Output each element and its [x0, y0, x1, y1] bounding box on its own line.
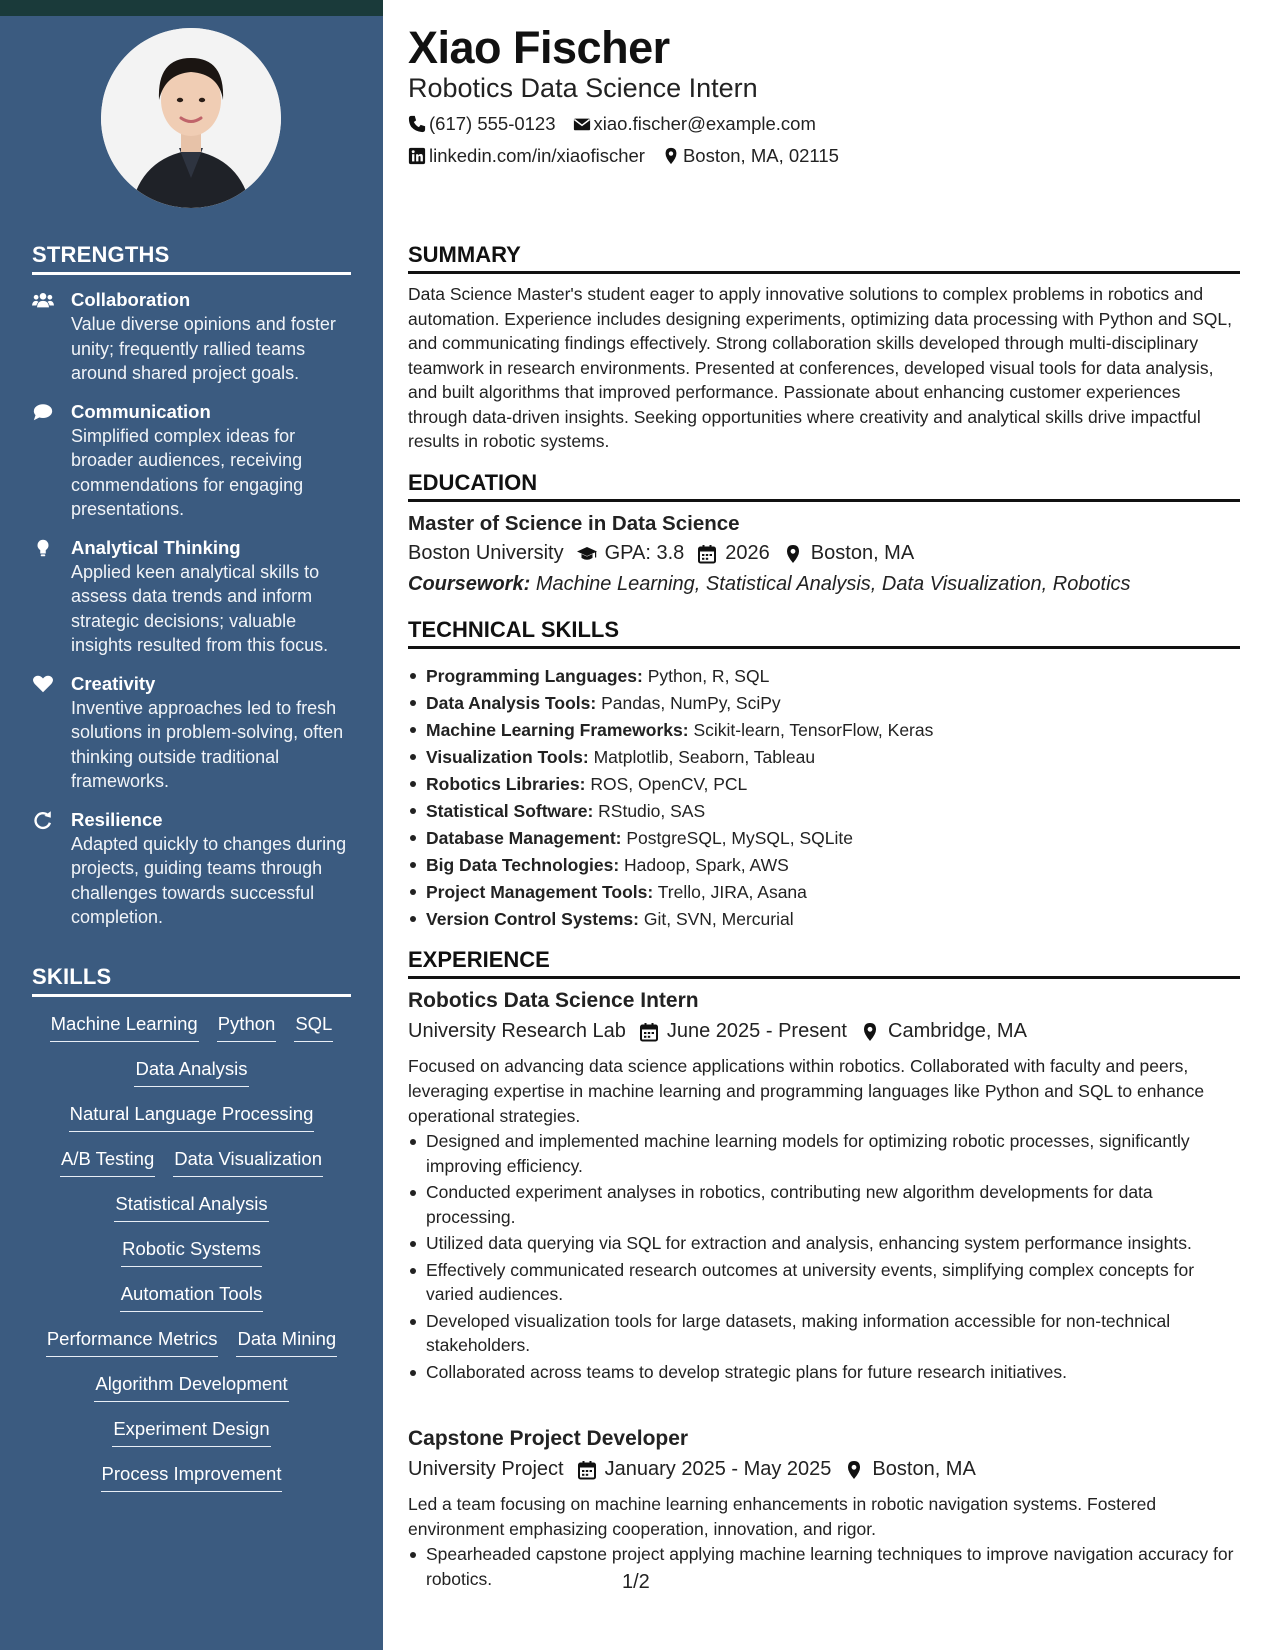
strength-desc: Simplified complex ideas for broader audiences, receiving commendations for engaging presentations. [71, 425, 304, 519]
lightbulb-icon [32, 536, 71, 658]
skill-tag: Machine Learning [50, 1010, 199, 1042]
linkedin-text: linkedin.com/in/xiaofischer [429, 145, 645, 166]
coursework-text: Machine Learning, Statistical Analysis, Data Visualization, Robotics [535, 573, 1131, 595]
location-text: Boston, MA [872, 1458, 976, 1480]
job-dates [577, 1458, 832, 1481]
summary-heading: SUMMARY [408, 242, 1240, 274]
skill-tag: A/B Testing [60, 1145, 155, 1177]
school-location-text: Boston, MA [810, 542, 915, 564]
skill-tag: Data Mining [236, 1325, 337, 1357]
technical-skills-list [408, 663, 1240, 933]
candidate-name: Xiao Fischer [408, 22, 670, 73]
skill-label: Robotics Libraries: [426, 774, 586, 794]
technical-skills-heading: TECHNICAL SKILLS [408, 617, 1240, 649]
job-title: Capstone Project Developer [408, 1427, 689, 1450]
speech-bubble-icon [32, 400, 71, 522]
skill-value: Matplotlib, Seaborn, Tableau [593, 747, 816, 767]
calendar-icon [639, 1022, 659, 1042]
org-name: University Research Lab [408, 1020, 626, 1042]
list-item: Effectively communicated research outcomes at university events, simplifying complex concepts for varied audiences. [408, 1258, 1240, 1307]
gpa-text: GPA: 3.8 [604, 542, 685, 564]
phone-contact[interactable] [408, 113, 556, 135]
sidebar [0, 0, 383, 1650]
strength-item [32, 400, 354, 522]
strength-item [32, 288, 354, 386]
skill-tag: Natural Language Processing [69, 1100, 315, 1132]
job-meta [408, 1458, 989, 1481]
skill-tag: Performance Metrics [46, 1325, 219, 1357]
skill-label: Big Data Technologies: [426, 855, 620, 875]
skills-cloud [32, 1010, 351, 1505]
school-location [783, 542, 914, 565]
skill-value: Python, R, SQL [647, 666, 770, 686]
skill-value: Trello, JIRA, Asana [657, 882, 807, 902]
strength-desc: Applied keen analytical skills to assess data trends and inform strategic decisions; valuable insights resulted from this focus. [71, 561, 329, 655]
contact-row [408, 145, 856, 167]
skill-tag: Statistical Analysis [114, 1190, 268, 1222]
skill-tag: SQL [294, 1010, 333, 1042]
calendar-icon [577, 1460, 597, 1480]
education-heading: EDUCATION [408, 470, 1240, 502]
org-name: University Project [408, 1458, 564, 1480]
list-item [408, 771, 1240, 798]
skill-value: RStudio, SAS [598, 801, 706, 821]
map-pin-icon [662, 147, 680, 165]
strength-item [32, 808, 354, 930]
job-dates [639, 1020, 847, 1043]
skill-label: Database Management: [426, 828, 622, 848]
graduation-cap-icon [577, 544, 597, 564]
year-text: 2026 [725, 542, 770, 564]
linkedin-contact[interactable] [408, 145, 645, 167]
list-item: Conducted experiment analyses in robotics, contributing new algorithm developments for data processing. [408, 1180, 1240, 1229]
strength-item [32, 672, 354, 794]
gpa [577, 542, 685, 565]
skill-tag: Data Visualization [173, 1145, 323, 1177]
skill-label: Version Control Systems: [426, 909, 639, 929]
strength-title: Communication [71, 400, 211, 422]
sidebar-top-bar [0, 0, 383, 16]
list-item: Designed and implemented machine learning models for optimizing robotic processes, significantly improving efficiency. [408, 1129, 1240, 1178]
email-contact[interactable] [573, 113, 816, 135]
job-org [408, 1458, 564, 1481]
map-pin-icon [860, 1022, 880, 1042]
list-item [408, 879, 1240, 906]
skill-tag: Algorithm Development [94, 1370, 288, 1402]
skill-label: Data Analysis Tools: [426, 693, 597, 713]
job-bullets [408, 1129, 1240, 1386]
location-contact [662, 145, 839, 167]
location-text: Boston, MA, 02115 [682, 145, 839, 166]
job-title: Robotics Data Science Intern [408, 989, 699, 1012]
contact-row [408, 113, 833, 135]
page-number: 1/2 [622, 1571, 650, 1593]
list-item [408, 744, 1240, 771]
skill-tag: Automation Tools [120, 1280, 264, 1312]
job-meta [408, 1020, 1040, 1043]
list-item: Developed visualization tools for large datasets, making information accessible for non-technical stakeholders. [408, 1309, 1240, 1358]
skill-value: Scikit-learn, TensorFlow, Keras [693, 720, 934, 740]
calendar-icon [697, 544, 717, 564]
education-meta [408, 542, 927, 565]
phone-text: (617) 555-0123 [429, 113, 556, 134]
email-text: xiao.fischer@example.com [593, 113, 816, 134]
coursework-label: Coursework: [408, 573, 531, 595]
job-description: Focused on advancing data science applications within robotics. Collaborated with faculty and peers, leveraging expertise in machine learning and programming languages like Python and SQL to enhance operational strategies. [408, 1056, 1205, 1126]
school [408, 542, 564, 565]
list-item [408, 663, 1240, 690]
job-bullets [408, 1542, 1240, 1593]
skill-label: Programming Languages: [426, 666, 643, 686]
map-pin-icon [844, 1460, 864, 1480]
strength-desc: Value diverse opinions and foster unity; frequently rallied teams around shared project goals. [71, 314, 336, 383]
map-pin-icon [783, 544, 803, 564]
skill-label: Project Management Tools: [426, 882, 654, 902]
users-icon [32, 288, 71, 386]
skill-tag: Experiment Design [112, 1415, 270, 1447]
profile-photo [101, 28, 281, 208]
job-org [408, 1020, 626, 1043]
experience-heading: EXPERIENCE [408, 947, 1240, 979]
skill-label: Visualization Tools: [426, 747, 589, 767]
location-text: Cambridge, MA [888, 1020, 1027, 1042]
skill-tag: Python [217, 1010, 277, 1042]
school-name: Boston University [408, 542, 564, 564]
degree-title: Master of Science in Data Science [408, 512, 740, 535]
job-description: Led a team focusing on machine learning enhancements in robotic navigation systems. Fostered environment emphasizing cooperation, innovation, and rigor. [408, 1494, 1157, 1539]
strength-title: Creativity [71, 672, 156, 694]
job-location [860, 1020, 1027, 1043]
list-item: Utilized data querying via SQL for extraction and analysis, enhancing system performance insights. [408, 1231, 1240, 1256]
skill-value: Git, SVN, Mercurial [643, 909, 794, 929]
grad-year [697, 542, 770, 565]
skill-tag: Process Improvement [101, 1460, 283, 1492]
skill-tag: Data Analysis [134, 1055, 248, 1087]
skill-label: Statistical Software: [426, 801, 594, 821]
strength-title: Collaboration [71, 289, 191, 310]
list-item [408, 717, 1240, 744]
strength-title: Resilience [71, 808, 163, 830]
strength-desc: Adapted quickly to changes during projects, guiding teams through challenges towards successful completion. [71, 833, 347, 927]
list-item [408, 852, 1240, 879]
strengths-heading: STRENGTHS [32, 242, 351, 275]
dates-text: January 2025 - May 2025 [604, 1458, 832, 1480]
list-item: Collaborated across teams to develop strategic plans for future research initiatives. [408, 1360, 1240, 1385]
strength-desc: Inventive approaches led to fresh solutions in problem-solving, often thinking outside traditional frameworks. [71, 697, 344, 791]
skill-value: PostgreSQL, MySQL, SQLite [626, 828, 853, 848]
candidate-title: Robotics Data Science Intern [408, 73, 758, 103]
coursework [408, 573, 1131, 596]
phone-icon [408, 115, 426, 133]
linkedin-icon [408, 147, 426, 165]
list-item [408, 690, 1240, 717]
list-item: Spearheaded capstone project applying machine learning techniques to improve navigation accuracy for robotics. [408, 1542, 1240, 1591]
summary-text: Data Science Master's student eager to apply innovative solutions to complex problems in robotics and automation. Experience includes designing experiments, optimizing data processing with Python and SQL, and communicating findings effectively. Strong collaboration skills developed through multi-disciplinary teamwork in research environments. Presented at conferences, developed visual tools for data analysis, and built algorithms that improved performance. Passionate about enhancing customer experiences through data-driven insights. Seeking opportunities where creativity and analytical skills drive impactful results in robotic systems. [408, 284, 1232, 451]
refresh-icon [32, 808, 71, 930]
skill-value: Pandas, NumPy, SciPy [601, 693, 781, 713]
list-item [408, 798, 1240, 825]
list-item [408, 825, 1240, 852]
strengths-list [32, 288, 354, 944]
strength-title: Analytical Thinking [71, 536, 241, 558]
heart-icon [32, 672, 71, 794]
job-location [844, 1458, 975, 1481]
strength-item [32, 536, 354, 658]
skills-heading: SKILLS [32, 964, 351, 997]
skill-value: Hadoop, Spark, AWS [624, 855, 789, 875]
dates-text: June 2025 - Present [666, 1020, 847, 1042]
skill-tag: Robotic Systems [121, 1235, 262, 1267]
list-item [408, 906, 1240, 933]
skill-label: Machine Learning Frameworks: [426, 720, 689, 740]
envelope-icon [573, 115, 591, 133]
skill-value: ROS, OpenCV, PCL [590, 774, 748, 794]
